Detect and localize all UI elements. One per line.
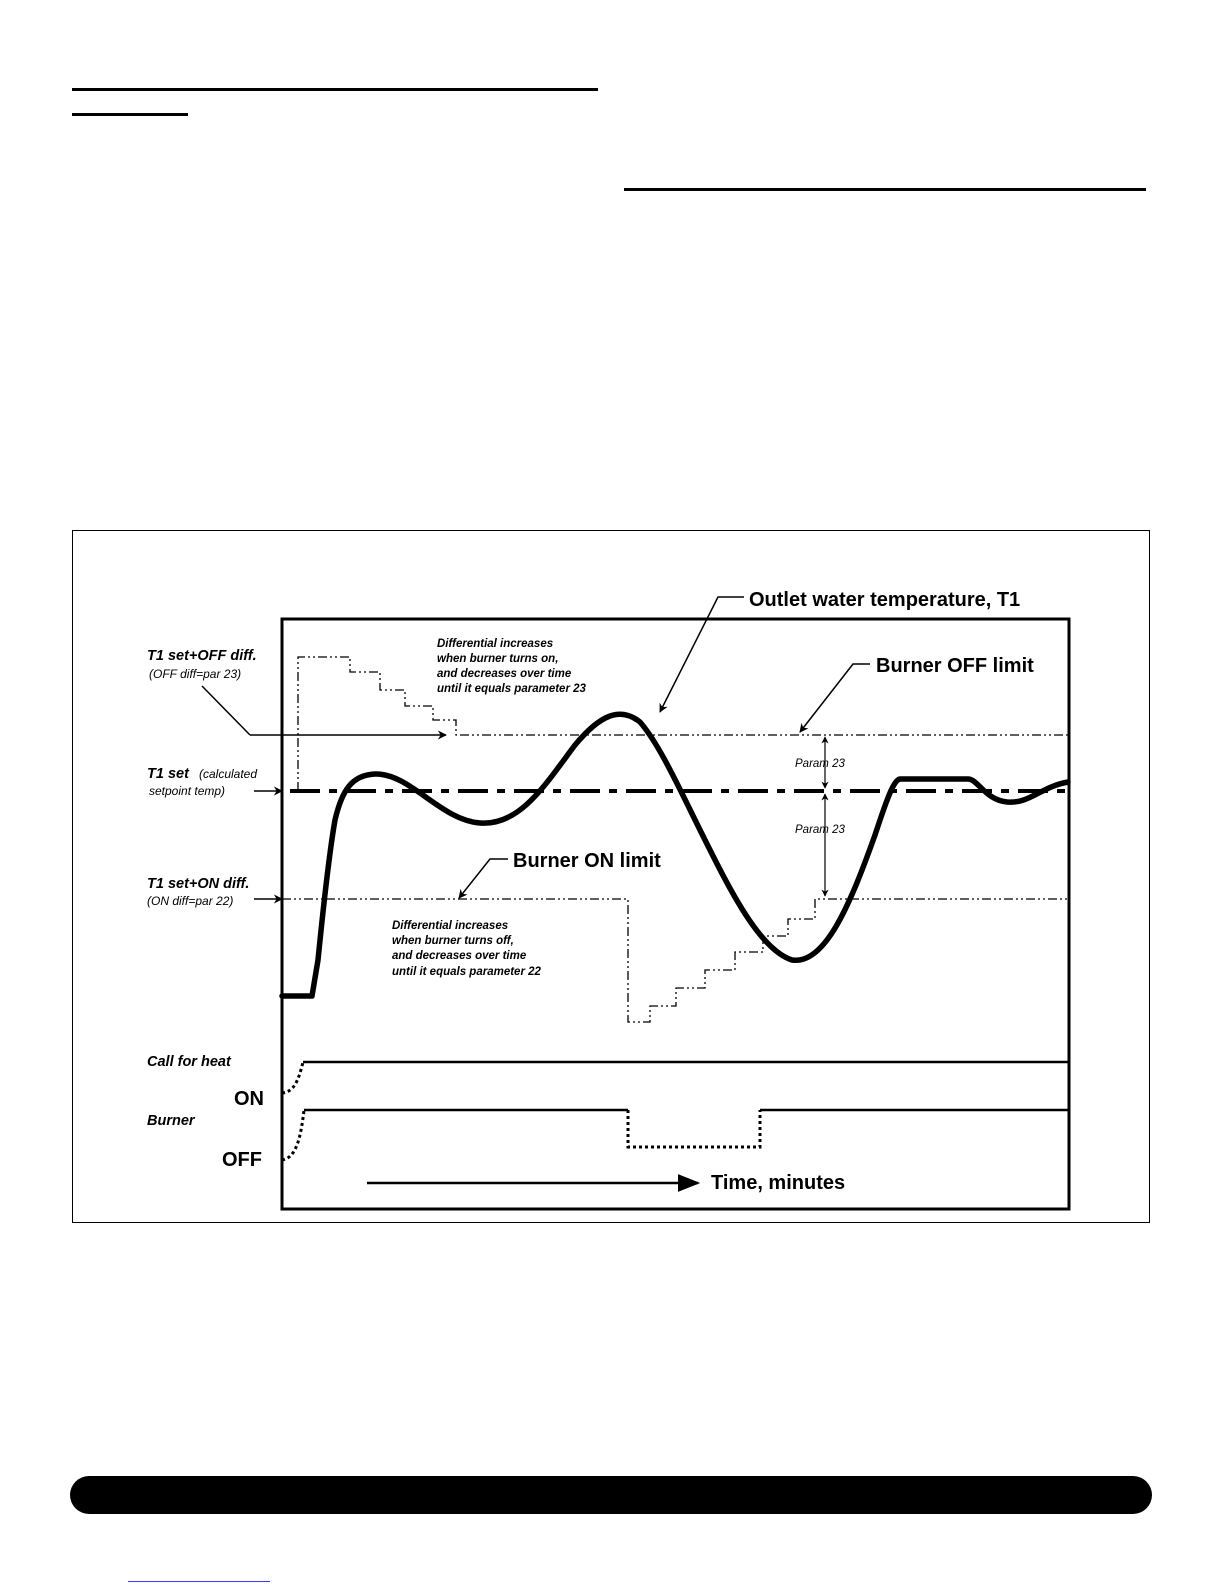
- off-label: OFF: [222, 1149, 262, 1171]
- outlet-temperature-label: Outlet water temperature, T1: [749, 589, 1021, 611]
- footer-bar: [70, 1476, 1152, 1514]
- bottom-link-underline: [128, 1581, 270, 1582]
- t1-off-label: T1 set+OFF diff.: [147, 648, 257, 664]
- burner-label: Burner: [147, 1113, 195, 1129]
- diff-off-note-line-2: when burner turns off,: [392, 935, 514, 947]
- time-label: Time, minutes: [711, 1172, 846, 1194]
- diff-on-note-line-3: and decreases over time: [437, 668, 572, 680]
- burner-off-limit-pointer-arrow: [800, 664, 870, 732]
- diff-off-note-line-1: Differential increases: [392, 920, 509, 932]
- diff-on-note-line-2: when burner turns on,: [437, 653, 559, 665]
- burner-on-limit-label: Burner ON limit: [513, 850, 661, 872]
- on-label: ON: [234, 1088, 264, 1110]
- t1-set-label: T1 set: [147, 766, 189, 782]
- diff-off-note-line-3: and decreases over time: [392, 950, 527, 962]
- burner-off-limit-label: Burner OFF limit: [876, 655, 1034, 677]
- t1-on-sublabel: (ON diff=par 22): [147, 894, 234, 908]
- call-for-heat-label: Call for heat: [147, 1054, 231, 1070]
- burner-on-limit-pointer-arrow: [459, 859, 508, 898]
- burner-dotted-start: [282, 1110, 304, 1160]
- outlet-pointer-arrow: [660, 597, 744, 712]
- t1-set-calc-label: (calculated: [199, 767, 258, 781]
- t1-set-sublabel: setpoint temp): [149, 784, 226, 798]
- burner-off-dotted: [628, 1110, 760, 1147]
- diff-off-note-line-4: until it equals parameter 22: [392, 966, 541, 978]
- plot-frame: [282, 619, 1069, 1209]
- t1-off-pointer-arrow: [202, 686, 250, 735]
- param-upper-label: Param 23: [795, 758, 845, 770]
- call-for-heat-dotted: [282, 1062, 303, 1093]
- diff-on-note-line-4: until it equals parameter 23: [437, 683, 586, 695]
- diff-on-note-line-1: Differential increases: [437, 638, 554, 650]
- param-lower-label: Param 23: [795, 824, 845, 836]
- t1-on-label: T1 set+ON diff.: [147, 876, 250, 892]
- burner-off-limit-line: [298, 657, 1068, 791]
- t1-off-sublabel: (OFF diff=par 23): [149, 667, 242, 681]
